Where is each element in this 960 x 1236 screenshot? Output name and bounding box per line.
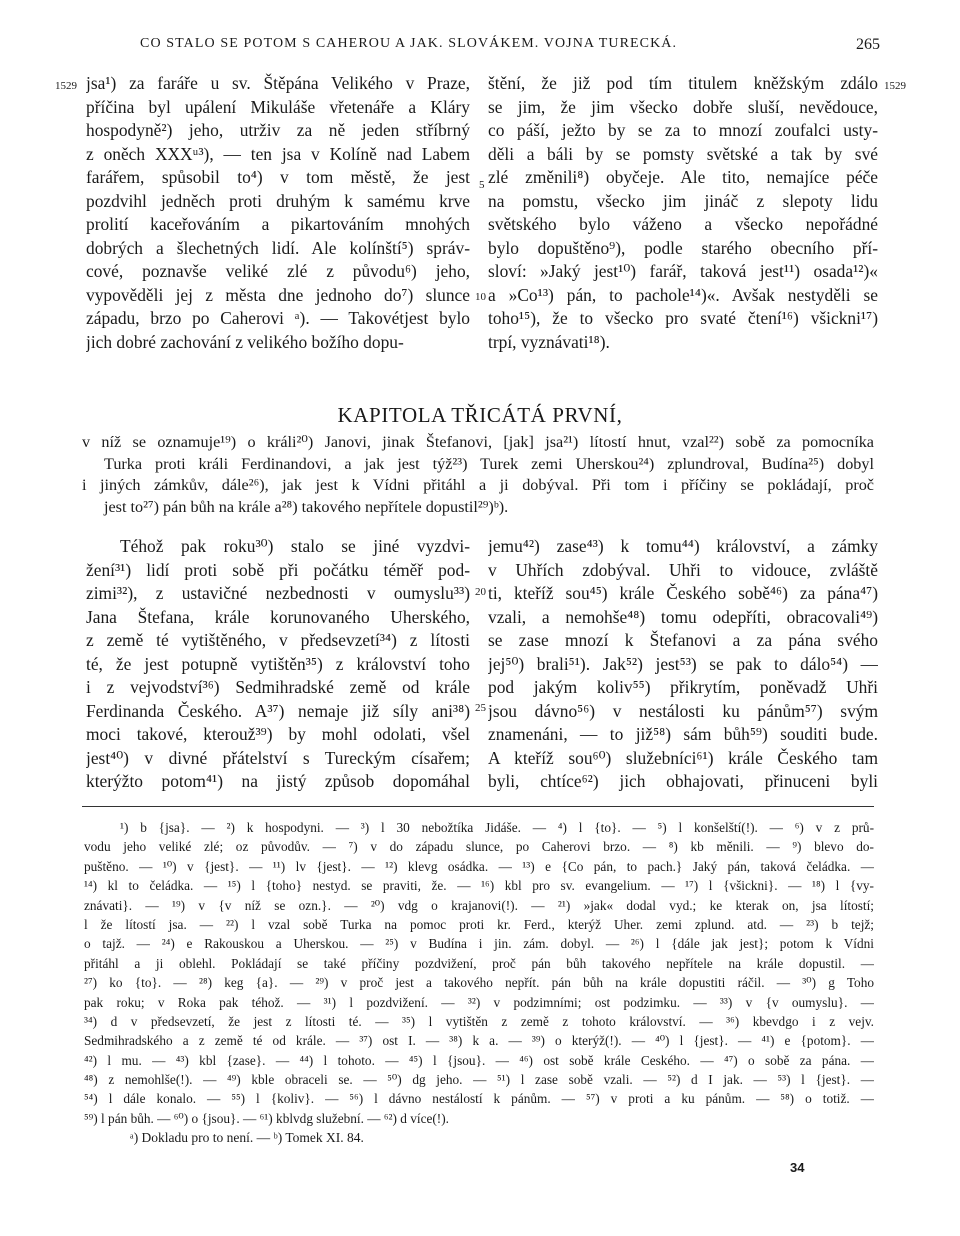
text-line: západu, brzo po Caherovi ᵃ). — Takovétjest bylo — [86, 308, 470, 328]
note-line: ¹) b {jsa}. — ²) k hospodyni. — ³) l 30 nebožtíka Jidáše. — ⁴) l {to}. — ⁵) l konšelští(!). — ⁶) v z prů- — [120, 820, 874, 835]
text-line: jsa¹) za faráře u sv. Štěpána Velikého v Praze, — [86, 73, 470, 93]
text-line: farářem, spůsobil to⁴) v tom městě, že jest — [86, 167, 470, 187]
text-line: co páší, ježto by se za to mnozí zoufalci usty- — [488, 120, 878, 140]
note-line: ³⁴) d v předsevzetí, že jest z lítosti té. — ³⁵) l vytištěn z země z tohoto království. — ³⁶) kbevdgo i z vejv. — [84, 1013, 874, 1029]
text-line: ti, kteříž sou⁴⁵) krále Českého sobě⁴⁶) za pána⁴⁷) — [488, 583, 878, 603]
text-line: zlé změnili⁸) obyčeje. Ale tito, nemajíce péče — [488, 167, 878, 187]
note-line: ⁴²) l mu. — ⁴³) kbl {zase}. — ⁴⁴) l tohoto. — ⁴⁵) l {jsou}. — ⁴⁶) ost sobě krále Ceského. — ⁴⁷) o sobě za pána. — — [84, 1052, 874, 1068]
text-line: se zase mnozí k Štefanovi a za pána svého — [488, 630, 878, 650]
text-line: bylo dopuštěno⁹), podle starého obecního pří- — [488, 237, 878, 258]
summary-line: Turka proti králi Ferdinandovi, a jak jest týž²³) Turek zemi Uherskou²⁴) zplundroval, Budína²⁵) dobyl — [104, 454, 874, 473]
text-line: jsou dávno⁵⁶) v nestálosti ku pánům⁵⁷) svým — [488, 700, 878, 721]
text-line: A kteříž sou⁶⁰) služebníci⁶¹) krále Českého tam — [488, 747, 878, 768]
note-line: vodu jeho veliké zlé; oz původův. — ⁷) v do západu slunce, po Caherovi brzo. — ⁸) kb měnili. — ⁹) blevo do- — [84, 839, 874, 855]
note-line: ⁵⁴) l dále konalo. — ⁵⁵) l {koliv}. — ⁵⁶) l dávno nestálostí k pánům. — ⁵⁷) v proti a ku pánům. — ⁵⁸) o totiž. — — [84, 1091, 874, 1107]
text-line: moci takové, kterouž³⁹) by mohl odolati, všel — [86, 724, 470, 744]
margin-year-right: 1529 — [884, 80, 906, 92]
text-line: se jim, že jim všecko dobře sluší, nevědouce, — [488, 96, 878, 117]
text-line: vzali, a nemohše⁴⁸) tomu odepříti, obracovali⁴⁹) — [488, 606, 878, 627]
note-line: přitáhl a ji oblehl. Pokládají se také příčiny pozdvižení, proč pán bůh takového nepřítele na krále dopustil. — — [84, 955, 874, 971]
line-number: 20 — [475, 586, 486, 598]
footnote-divider — [82, 806, 874, 807]
text-line: i z vejvodství³⁶) Sedmihradské země od krále — [86, 677, 470, 697]
text-line: příčina byl upálení Mikuláše vřetenáře a Kláry — [86, 96, 470, 117]
line-number: 5 — [479, 179, 485, 191]
text-line: toho¹⁵), že to všecko pro svaté čtení¹⁶) všickni¹⁷) — [488, 308, 878, 328]
note-line: ⁴⁸) z nemohlše(!). — ⁴⁹) kble obraceli se. — ⁵⁰) dg jeho. — ⁵¹) l zase sobě vzali. — ⁵²) d I jak. — ⁵³) l {jest}. — — [84, 1072, 874, 1088]
chapter-summary — [82, 432, 874, 518]
text-line: cové, poznavše veliké zlé z původu⁶) jeho, — [86, 261, 470, 281]
editor-footnote: ᵃ) Dokladu pro to není. — ᵇ) Tomek XI. 84. — [130, 1130, 364, 1145]
critical-apparatus — [84, 818, 874, 1128]
text-line: na pomstu, všecko jim jináč z slepoty lidu — [488, 190, 878, 211]
line-number: 10 — [475, 291, 486, 303]
text-line: Téhož pak roku³⁰) stalo se jiné vyzdvi- — [120, 536, 470, 556]
text-line: hospodyně²) jeho, utrživ za ně jeden stříbrný — [86, 120, 470, 140]
note-line: Sedmihradského a z země té od krále. — ³⁷) ost I. — ³⁸) k a. — ³⁹) o kterýž(!). — ⁴⁰) l {jest}. — ⁴¹) e {potom}. — — [84, 1033, 874, 1049]
summary-line: i jiných zámkův, dále²⁶), jak jest k Vídni přitáhl a ji dobýval. Při tom i příčiny se pokládají, proč — [82, 476, 874, 494]
note-line: ²⁷) ko {to}. — ²⁸) keg {a}. — ²⁹) v proč jest a takového nepřít. pán bůh na krále dopustiti ráčil. — ³⁰) g Toho — [84, 975, 874, 991]
bottom-right-column — [488, 535, 878, 794]
text-line: sloví: »Jaký jest¹⁰) farář, taková jest¹¹) osada¹²)« — [488, 261, 878, 281]
margin-year-left: 1529 — [55, 80, 77, 92]
text-line: jemu⁴²) zase⁴³) k tomu⁴⁴) království, a zámky — [488, 536, 878, 556]
text-line: byli, chtíce⁶²) jich obhajovati, přinuceni byli — [488, 771, 878, 791]
text-line: vypověděli jej z města dne jednoho do⁷) slunce — [86, 284, 470, 305]
summary-line: jest to²⁷) pán bůh na krále a²⁸) takového nepřítele dopustil²⁹)ᵇ). — [104, 497, 509, 516]
text-line: té, že jest potupně vytištěn³⁵) z království toho — [86, 653, 470, 674]
text-line: znamenáni, — to již⁵⁸) sám bůh⁵⁹) souditi bude. — [488, 724, 878, 744]
text-line: jej⁵⁰) brali⁵¹). Jak⁵²) jest⁵³) se pak to dálo⁵⁴) — — [488, 653, 878, 674]
text-line: jich dobré zachování z velikého božího dopu- — [86, 331, 404, 352]
note-line: o tajž. — ²⁴) e Rakouskou a Uherskou. — ²⁵) v Budína i jin. zám. dobyl. — ²⁶) l {dále jak jest}; potom k Vídni — [84, 936, 874, 952]
text-line: prolití kaceřováním a pikartováním mnohých — [86, 214, 470, 234]
text-line: děli a báli by se pomsty světské a tak by své — [488, 143, 878, 164]
summary-line: v níž se oznamuje¹⁹) o králi²⁰) Janovi, jinak Štefanovi, [jak] jsa²¹) lítostí hnut, vzal²²) sobě za pomocníka — [82, 433, 874, 451]
page-number: 265 — [856, 36, 880, 53]
text-line: Jana Štefana, krále korunovaného Uherského, — [86, 606, 470, 627]
text-line: a »Co¹³) pán, to pachole¹⁴)«. Avšak nestyděli se — [488, 284, 878, 305]
note-line: puštěno. — ¹⁰) v {jest}. — ¹¹) lv {jest}. — ¹²) klevg osádka. — ¹³) e {Co pán, to pach.} Jaký pán, taková čeládka. — — [84, 858, 874, 874]
text-line: Ferdinanda Českého. A³⁷) nemaje již síly ani³⁸) — [86, 700, 470, 721]
text-line: pozdvihl jedněch proti druhým k samému krve — [86, 190, 470, 211]
note-line: ⁵⁹) l pán bůh. — ⁶⁰) o {jsou}. — ⁶¹) kblvdg služební. — ⁶²) d více(!). — [84, 1110, 449, 1126]
text-line: zimi³²), z ustavičné nezbednosti v oumyslu³³) — [86, 583, 470, 603]
text-line: z země té vytištěného, v předsevzetí³⁴) z lítosti — [86, 630, 470, 650]
note-line: l že lítostí jsa. — ²²) l vzal sobě Turka na pomoc proti kr. Ferd., kterýž Uher. zemi zplund. atd. — ²³) b tejž; — [84, 916, 874, 932]
text-line: světského bylo váženo a všecko nepořádné — [488, 214, 878, 234]
running-head: CO STALO SE POTOM S CAHEROU A JAK. SLOVÁKEM. VOJNA TURECKÁ. — [140, 36, 678, 51]
text-line: z oněch XXXᵘ³), — ten jsa v Kolíně nad Labem — [86, 143, 470, 164]
text-line: v Uhřích zdobýval. Uhři to vidouce, zvláště — [488, 559, 878, 580]
text-line: pod jakým koliv⁵⁵) přikrytím, poněvadž Uhři — [488, 677, 878, 697]
text-line: štění, že již pod tím titulem kněžským zdálo — [488, 73, 878, 93]
chapter-title: KAPITOLA TŘICÁTÁ PRVNÍ, — [337, 403, 623, 427]
text-line: kterýžto potom⁴¹) na jistý způsob dopomáhal — [86, 771, 470, 791]
note-line: ¹⁴) kl to čeládka. — ¹⁵) l {toho} nestyd. se praviti, že. — ¹⁶) kbl pro sv. evangelium. — ¹⁷) l {všickni}. — ¹⁸) l {vy- — [84, 878, 874, 894]
top-left-column — [86, 72, 470, 354]
bottom-left-column — [86, 535, 470, 794]
page-header — [140, 36, 880, 56]
note-line: znávati}. — ¹⁹) v {v níž se ozn.}. — ²⁰) vdg o krajanovi(!). — ²¹) »jak« dodal vyd.; ke kterak on, jsa lítostí; — [84, 897, 874, 913]
text-line: trpí, vyznávati¹⁸). — [488, 331, 610, 352]
text-line: jest⁴⁰) v divné přátelství s Tureckým císařem; — [86, 747, 470, 768]
top-right-column — [488, 72, 878, 354]
line-number: 25 — [475, 702, 486, 714]
printer-signature-mark: 34 — [790, 1160, 805, 1175]
text-line: dobrých a šlechetných lidí. Ale kolínští⁵) správ- — [86, 237, 470, 258]
text-line: žení³¹) lidí proti sobě při počátku téměř pod- — [86, 559, 470, 580]
note-line: pak roku; v Roka pak téhož. — ³¹) l pozdvižení. — ³²) v podzimními; ost podzimku. — ³³) v {v oumyslu}. — — [84, 994, 874, 1010]
